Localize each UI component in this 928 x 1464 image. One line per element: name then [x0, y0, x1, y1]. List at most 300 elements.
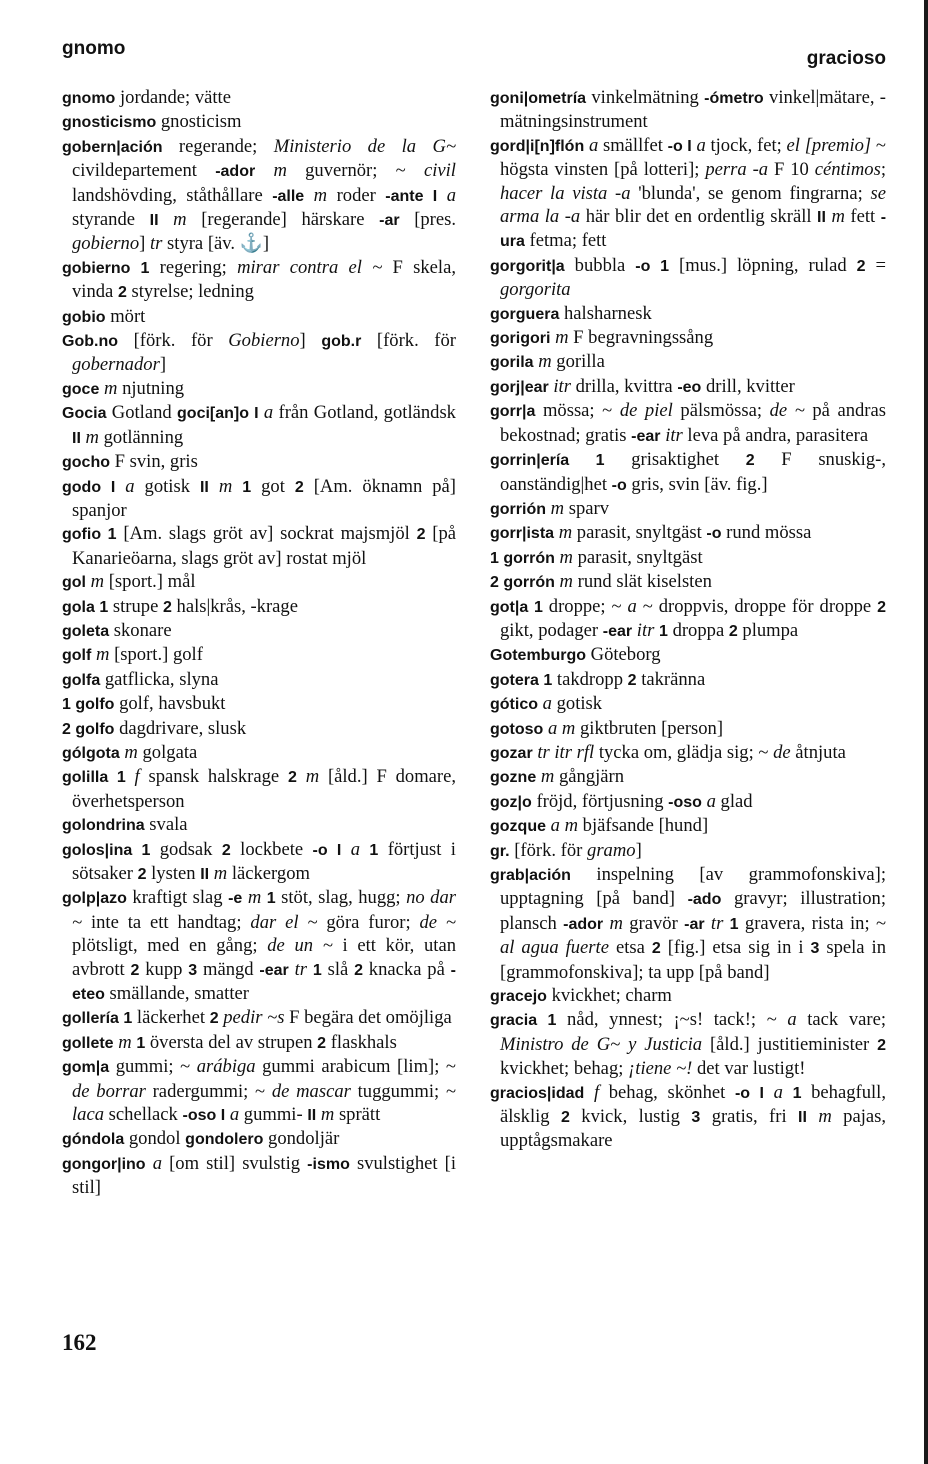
dictionary-entry [490, 570, 886, 594]
definition-text: droppa [667, 619, 729, 641]
italic-text: f [593, 1081, 600, 1103]
dictionary-entry [490, 375, 886, 399]
headword: 2 [137, 866, 147, 883]
headword: goz|o [490, 793, 532, 811]
italic-text: a [706, 790, 716, 812]
italic-text: m [313, 184, 328, 206]
dictionary-entry [62, 643, 456, 667]
headword: gondolero [185, 1131, 264, 1149]
italic-text: a [627, 595, 637, 617]
definition-text: lockbete [230, 838, 313, 860]
dictionary-entry [490, 254, 886, 302]
italic-text: laca [72, 1104, 105, 1126]
definition-text: giktbruten [person] [575, 717, 724, 739]
dictionary-entry [490, 350, 886, 374]
headword: grab|ación [490, 867, 571, 884]
definition-text: hals|krås, -krage [171, 595, 298, 617]
definition-text: styrelse; ledning [126, 281, 254, 303]
dictionary-entry [490, 86, 886, 134]
headword: gorguera [490, 305, 560, 323]
italic-text: m [247, 887, 262, 909]
dictionary-entry [490, 814, 886, 838]
headword: gob.r [321, 333, 362, 351]
definition-text: [åld.] justitieminister [702, 1033, 878, 1055]
definition-text: njutning [117, 377, 185, 399]
italic-text: dar el ~ [250, 911, 318, 933]
definition-text: Göteborg [586, 644, 661, 666]
italic-text: civil [423, 160, 456, 182]
headword: 2 [209, 1010, 219, 1028]
definition-text: takränna [636, 668, 706, 690]
definition-text: ; [880, 159, 886, 181]
italic-text: de [773, 741, 791, 763]
definition-text: strupe [108, 595, 163, 617]
headword: gola 1 [62, 598, 109, 616]
headword: golp|azo [62, 890, 127, 908]
dictionary-entry [490, 1008, 886, 1080]
italic-text: de mascar [271, 1080, 351, 1102]
definition-text: ] [139, 233, 150, 255]
headword: 2 [745, 452, 755, 470]
italic-text: m [305, 766, 320, 788]
headword: gongor|ino [62, 1155, 146, 1173]
definition-text [783, 1082, 793, 1103]
definition-text: spansk halskrage [139, 766, 288, 788]
headword: gorrin|ería 1 [490, 452, 605, 470]
definition-text: åtnjuta [790, 741, 846, 763]
headword: gnosticismo [62, 114, 157, 132]
definition-text: gratis, fri [700, 1106, 799, 1128]
headword: gom|a [62, 1059, 110, 1077]
headword: -alle [272, 187, 305, 205]
definition-text: tuggummi; ~ [350, 1080, 457, 1102]
italic-text: hacer la vista -a [500, 182, 631, 204]
italic-text: a m [550, 815, 579, 837]
headword: II [817, 209, 826, 227]
headword: 3 [188, 961, 198, 979]
definition-text: gris, svin [äv. fig.] [626, 473, 768, 495]
definition-text: landshövding, ståthållare [72, 184, 273, 206]
headword: 2 [856, 257, 866, 275]
dictionary-entry [62, 86, 456, 110]
headword: godo I [62, 478, 116, 496]
headword: -eo [677, 378, 702, 396]
headword: -ear [602, 622, 633, 640]
headword: -o I [312, 841, 342, 859]
definition-text: gikt, podager [500, 619, 603, 641]
definition-text: översta del av strupen [145, 1031, 318, 1053]
definition-text: det var lustigt! [692, 1058, 806, 1080]
italic-text: Gobierno [228, 330, 300, 352]
definition-text: schellack [104, 1104, 183, 1126]
definition-text: roder [327, 184, 386, 206]
headword: 3 [810, 940, 820, 958]
dictionary-entry [490, 839, 886, 863]
headword: gr. [490, 842, 510, 860]
definition-text: [förk. för [361, 330, 456, 352]
headword: II [798, 1109, 807, 1127]
headword: gobern|ación [62, 138, 163, 156]
definition-text [584, 1082, 594, 1103]
definition-text: i ett kör, utan avbrott [72, 935, 457, 980]
headword: 2 gorrón [490, 574, 555, 592]
headword: gobierno 1 [62, 259, 150, 277]
definition-text: civildepartement [72, 160, 216, 182]
dictionary-entry [490, 717, 886, 741]
italic-text: m [273, 160, 287, 182]
headword: golf [62, 647, 92, 665]
italic-text: perra -a [705, 159, 769, 181]
italic-text: a [446, 184, 456, 206]
definition-text: gummi- [239, 1104, 308, 1126]
definition-text: parasit, snyltgäst [572, 522, 707, 544]
headword: gotera 1 [490, 671, 553, 689]
headword: 1 [266, 890, 276, 908]
headword: 2 [162, 598, 172, 616]
definition-text: etsa [608, 937, 652, 959]
definition-text: F svin, gris [110, 451, 198, 473]
headword: 1 [792, 1084, 802, 1102]
definition-text: skonare [109, 619, 172, 641]
dictionary-entry [490, 595, 886, 644]
definition-text: gummi arabicum [lim]; ~ [255, 1056, 456, 1078]
definition-text: mössa; ~ [535, 400, 620, 422]
definition-text: jordande; vätte [115, 87, 231, 108]
italic-text: a [125, 475, 135, 497]
definition-text: ] [299, 330, 322, 352]
definition-text: på andras bekostnad; gratis [500, 400, 886, 446]
headword: 2 [354, 961, 363, 979]
dictionary-entry [490, 790, 886, 814]
definition-text: droppe; ~ [542, 595, 628, 617]
definition-text: styrande [72, 209, 150, 231]
headword: -o I [667, 137, 692, 155]
italic-text: m [550, 497, 565, 519]
headword: 2 [130, 961, 140, 979]
definition-text: gravera, rista in; ~ [738, 912, 887, 934]
dictionary-entry [62, 813, 456, 837]
definition-text: gorilla [551, 351, 605, 373]
definition-text [115, 476, 125, 497]
dictionary-entry [62, 741, 456, 765]
headword: -ura [500, 209, 887, 251]
italic-text: tr [149, 233, 163, 255]
definition-text: gravyr; illustration; plansch [500, 888, 887, 934]
definition-text: plötsligt, med en gång; [72, 935, 268, 957]
italic-text: m [555, 327, 569, 349]
italic-text: m [118, 1031, 132, 1053]
dictionary-entry [62, 595, 456, 619]
italic-text: gobierno [72, 233, 140, 255]
definition-text: grisaktighet [604, 449, 746, 471]
headword: gnomo [62, 90, 116, 107]
headword: II [149, 212, 159, 230]
italic-text: al agua fuerte [500, 937, 609, 959]
definition-text [437, 185, 446, 206]
italic-text: m [320, 1104, 335, 1126]
headword: 2 [294, 478, 304, 496]
definition-text: got [251, 475, 295, 497]
definition-text [209, 476, 219, 497]
definition-text: gångjärn [554, 766, 625, 788]
headword: gorr|ista [490, 525, 555, 543]
headword: gracios|idad [490, 1084, 585, 1102]
italic-text: a [263, 402, 274, 424]
italic-text: itr [553, 375, 571, 397]
dictionary-entry [62, 256, 456, 305]
definition-text [764, 1082, 774, 1103]
headword: gotoso [490, 720, 544, 738]
headword: golilla 1 [62, 769, 126, 787]
headword: 1 [369, 841, 379, 859]
definition-text [159, 209, 174, 230]
italic-text: m [559, 571, 573, 593]
headword: -ear [631, 427, 661, 445]
headword: got|a 1 [490, 598, 543, 616]
definition-text: [Am. slags gröt av] sockrat majsmjöl [116, 523, 417, 545]
dictionary-entry [62, 450, 456, 474]
definition-text: fetma; fett [524, 230, 607, 252]
headword: II [307, 1107, 317, 1125]
headword: gracejo [490, 988, 547, 1006]
italic-text: m [104, 377, 118, 399]
dictionary-entry [490, 765, 886, 789]
headword: II [199, 478, 209, 496]
italic-text: m [538, 351, 552, 373]
definition-text: ~ droppvis, droppe för droppe [636, 595, 878, 617]
dictionary-entry [62, 886, 456, 1006]
definition-text: förtjust i sötsaker [72, 838, 456, 884]
definition-text: tack vare; [796, 1009, 886, 1031]
headword: -o [706, 525, 722, 543]
italic-text: a m [547, 717, 576, 739]
dictionary-entry [490, 497, 886, 521]
dictionary-entry [62, 765, 456, 813]
dictionary-entry [490, 448, 886, 497]
definition-text: kvickhet; charm [546, 985, 672, 1007]
definition-text: radergummi; ~ [145, 1080, 272, 1102]
definition-text: gnosticism [156, 111, 242, 133]
definition-text: behagfull, älsklig [500, 1081, 886, 1128]
headword: -ador [215, 163, 256, 181]
headword: 1 [136, 1034, 146, 1052]
definition-text: kvick, lustig [569, 1106, 692, 1128]
definition-text: svala [144, 814, 188, 836]
headword: 2 [416, 526, 426, 544]
headword: II [72, 429, 81, 447]
headword: golfa [62, 671, 101, 689]
headword: 2 [287, 769, 297, 787]
definition-text: [sport.] golf [109, 644, 203, 666]
italic-text: m [540, 766, 555, 788]
definition-text: [förk. för [509, 839, 588, 861]
headword: -ado [687, 891, 722, 909]
definition-text: ~ högsta vinsten [på lotteri]; [500, 134, 886, 181]
italic-text: a [787, 1009, 797, 1031]
page-edge [924, 0, 928, 1464]
definition-text: pälsmössa; [672, 400, 770, 422]
headword: 1 [312, 961, 322, 979]
dictionary-entry [62, 401, 456, 450]
italic-text: tr [710, 912, 724, 934]
definition-text: [mus.] löpning, rulad [669, 254, 857, 276]
definition-text [360, 839, 369, 860]
definition-text: sparv [564, 497, 610, 519]
definition-text: F snuskig-, oanständig|het [500, 449, 886, 495]
definition-text: bubbla [564, 254, 636, 276]
definition-text: göra furor; [317, 911, 420, 933]
italic-text: a [696, 134, 706, 156]
definition-text: läckergom [227, 863, 310, 884]
definition-text: inte ta ett handtag; [82, 911, 251, 933]
italic-text: de piel [619, 400, 673, 422]
italic-text: de un ~ [267, 935, 333, 957]
definition-text: F begravningssång [568, 327, 714, 349]
italic-text: de ~ [419, 911, 456, 933]
dictionary-entry [62, 570, 456, 594]
dictionary-entry [490, 643, 886, 667]
running-head-first-word: gnomo [62, 38, 126, 59]
definition-text: styra [äv. ⚓] [162, 233, 270, 255]
definition-text: fett [844, 206, 881, 228]
headword: gorrión [490, 500, 546, 518]
definition-text: regering; [149, 256, 238, 278]
headword: gorj|ear [490, 378, 549, 396]
headword: gracia 1 [490, 1012, 557, 1030]
definition-text: [åld.] F domare, överhetsperson [72, 766, 457, 812]
dictionary-entry [62, 522, 456, 570]
definition-text: [pres. [399, 209, 457, 231]
headword: góndola [62, 1131, 125, 1149]
definition-text: gravör [622, 912, 685, 934]
dictionary-entry [62, 838, 456, 887]
italic-text: a [542, 693, 552, 715]
dictionary-entry [62, 329, 456, 377]
headword: 3 [691, 1109, 701, 1127]
italic-text: arábiga [196, 1056, 256, 1078]
headword: 1 [729, 915, 739, 933]
dictionary-entry [62, 305, 456, 329]
italic-text: mirar contra el ~ [237, 256, 383, 278]
dictionary-entry [490, 302, 886, 326]
headword: -oso I [182, 1107, 226, 1125]
definition-text [232, 476, 242, 497]
definition-text: plumpa [737, 619, 799, 641]
definition-text: regerande; [162, 135, 274, 157]
italic-text: m [818, 1106, 832, 1128]
definition-text: takdropp [552, 668, 628, 690]
definition-text: nåd, ynnest; ¡~s! tack!; ~ [556, 1009, 788, 1031]
right-column [490, 86, 886, 1153]
definition-text: guvernör; ~ [286, 160, 424, 182]
definition-text: ] [635, 839, 642, 861]
dictionary-entry [62, 1055, 456, 1127]
italic-text: Ministerio de la G~ [273, 135, 457, 157]
dictionary-entry [490, 692, 886, 716]
headword: 2 [117, 284, 127, 302]
headword: golondrina [62, 817, 145, 835]
italic-text: ¡tiene ~! [628, 1058, 693, 1080]
definition-text: [på Kanarieöarna, slags gröt av] rostat mjöl [72, 523, 457, 569]
italic-text: m [124, 741, 138, 763]
headword: 2 [317, 1034, 327, 1052]
definition-text: svulstighet [i stil] [72, 1152, 456, 1199]
definition-text: mört [105, 305, 146, 327]
italic-text: gobernador [72, 354, 160, 376]
italic-text: m [173, 209, 187, 231]
definition-text: parasit, snyltgäst [572, 546, 703, 568]
headword: II [200, 866, 210, 883]
italic-text: tr itr rfl [537, 741, 595, 763]
headword: 2 [221, 841, 231, 859]
headword: gorgorit|a [490, 257, 565, 275]
italic-text: a [588, 134, 599, 156]
dictionary-entry [490, 984, 886, 1008]
dictionary-entry [490, 134, 886, 254]
definition-text: mängd [197, 958, 260, 980]
definition-text: [regerande] härskare [186, 209, 380, 231]
headword: gocho [62, 454, 110, 472]
italic-text: a [350, 838, 360, 860]
definition-text: behag, skönhet [599, 1081, 735, 1103]
definition-text: ] [159, 354, 167, 376]
definition-text: rund mössa [721, 522, 812, 544]
headword: 2 [627, 671, 637, 689]
headword: 1 [242, 478, 252, 496]
dictionary-entry [62, 110, 456, 134]
headword: gótico [490, 696, 538, 714]
italic-text: céntimos [814, 159, 881, 181]
definition-text: tjock, fet; [705, 134, 787, 156]
definition-text: smällfet [598, 134, 668, 156]
italic-text: m [213, 863, 228, 884]
italic-text: f [134, 766, 140, 788]
definition-text: sprätt [334, 1104, 381, 1126]
italic-text: a [773, 1081, 783, 1103]
dictionary-entry [62, 135, 456, 256]
headword: 1 gorrón [490, 549, 555, 567]
italic-text: a [229, 1104, 240, 1126]
dictionary-entry [62, 1127, 456, 1151]
definition-text: kraftigt slag [126, 887, 229, 909]
definition-text: 'blunda', se genom fingrarna; [630, 182, 871, 204]
headword: -ar [379, 212, 400, 230]
headword: goce [62, 380, 100, 398]
headword: goci[an]o I [177, 405, 259, 423]
headword: gollete [62, 1034, 114, 1052]
headword: goleta [62, 622, 110, 640]
headword: 2 golfo [62, 720, 115, 738]
definition-text: slå [321, 958, 355, 980]
definition-text: gondoljär [263, 1128, 340, 1150]
headword: gollería 1 [62, 1010, 133, 1028]
headword: gólgota [62, 744, 120, 762]
italic-text: m [609, 912, 623, 934]
definition-text [126, 766, 135, 787]
headword: Gotemburgo [490, 647, 586, 665]
headword: 1 [659, 622, 668, 640]
headword: 2 [877, 598, 886, 616]
definition-text: smällande, smatter [104, 983, 249, 1005]
definition-text: [fig.] etsa sig in i [660, 937, 811, 959]
headword: -eteo [72, 961, 456, 1004]
headword: gofio 1 [62, 526, 117, 544]
definition-text: drill, kvitter [701, 375, 795, 397]
dictionary-entry [62, 668, 456, 692]
definition-text: bjäfsande [hund] [578, 815, 709, 837]
headword: gorigori [490, 330, 551, 348]
definition-text: golf, havsbukt [114, 693, 226, 715]
